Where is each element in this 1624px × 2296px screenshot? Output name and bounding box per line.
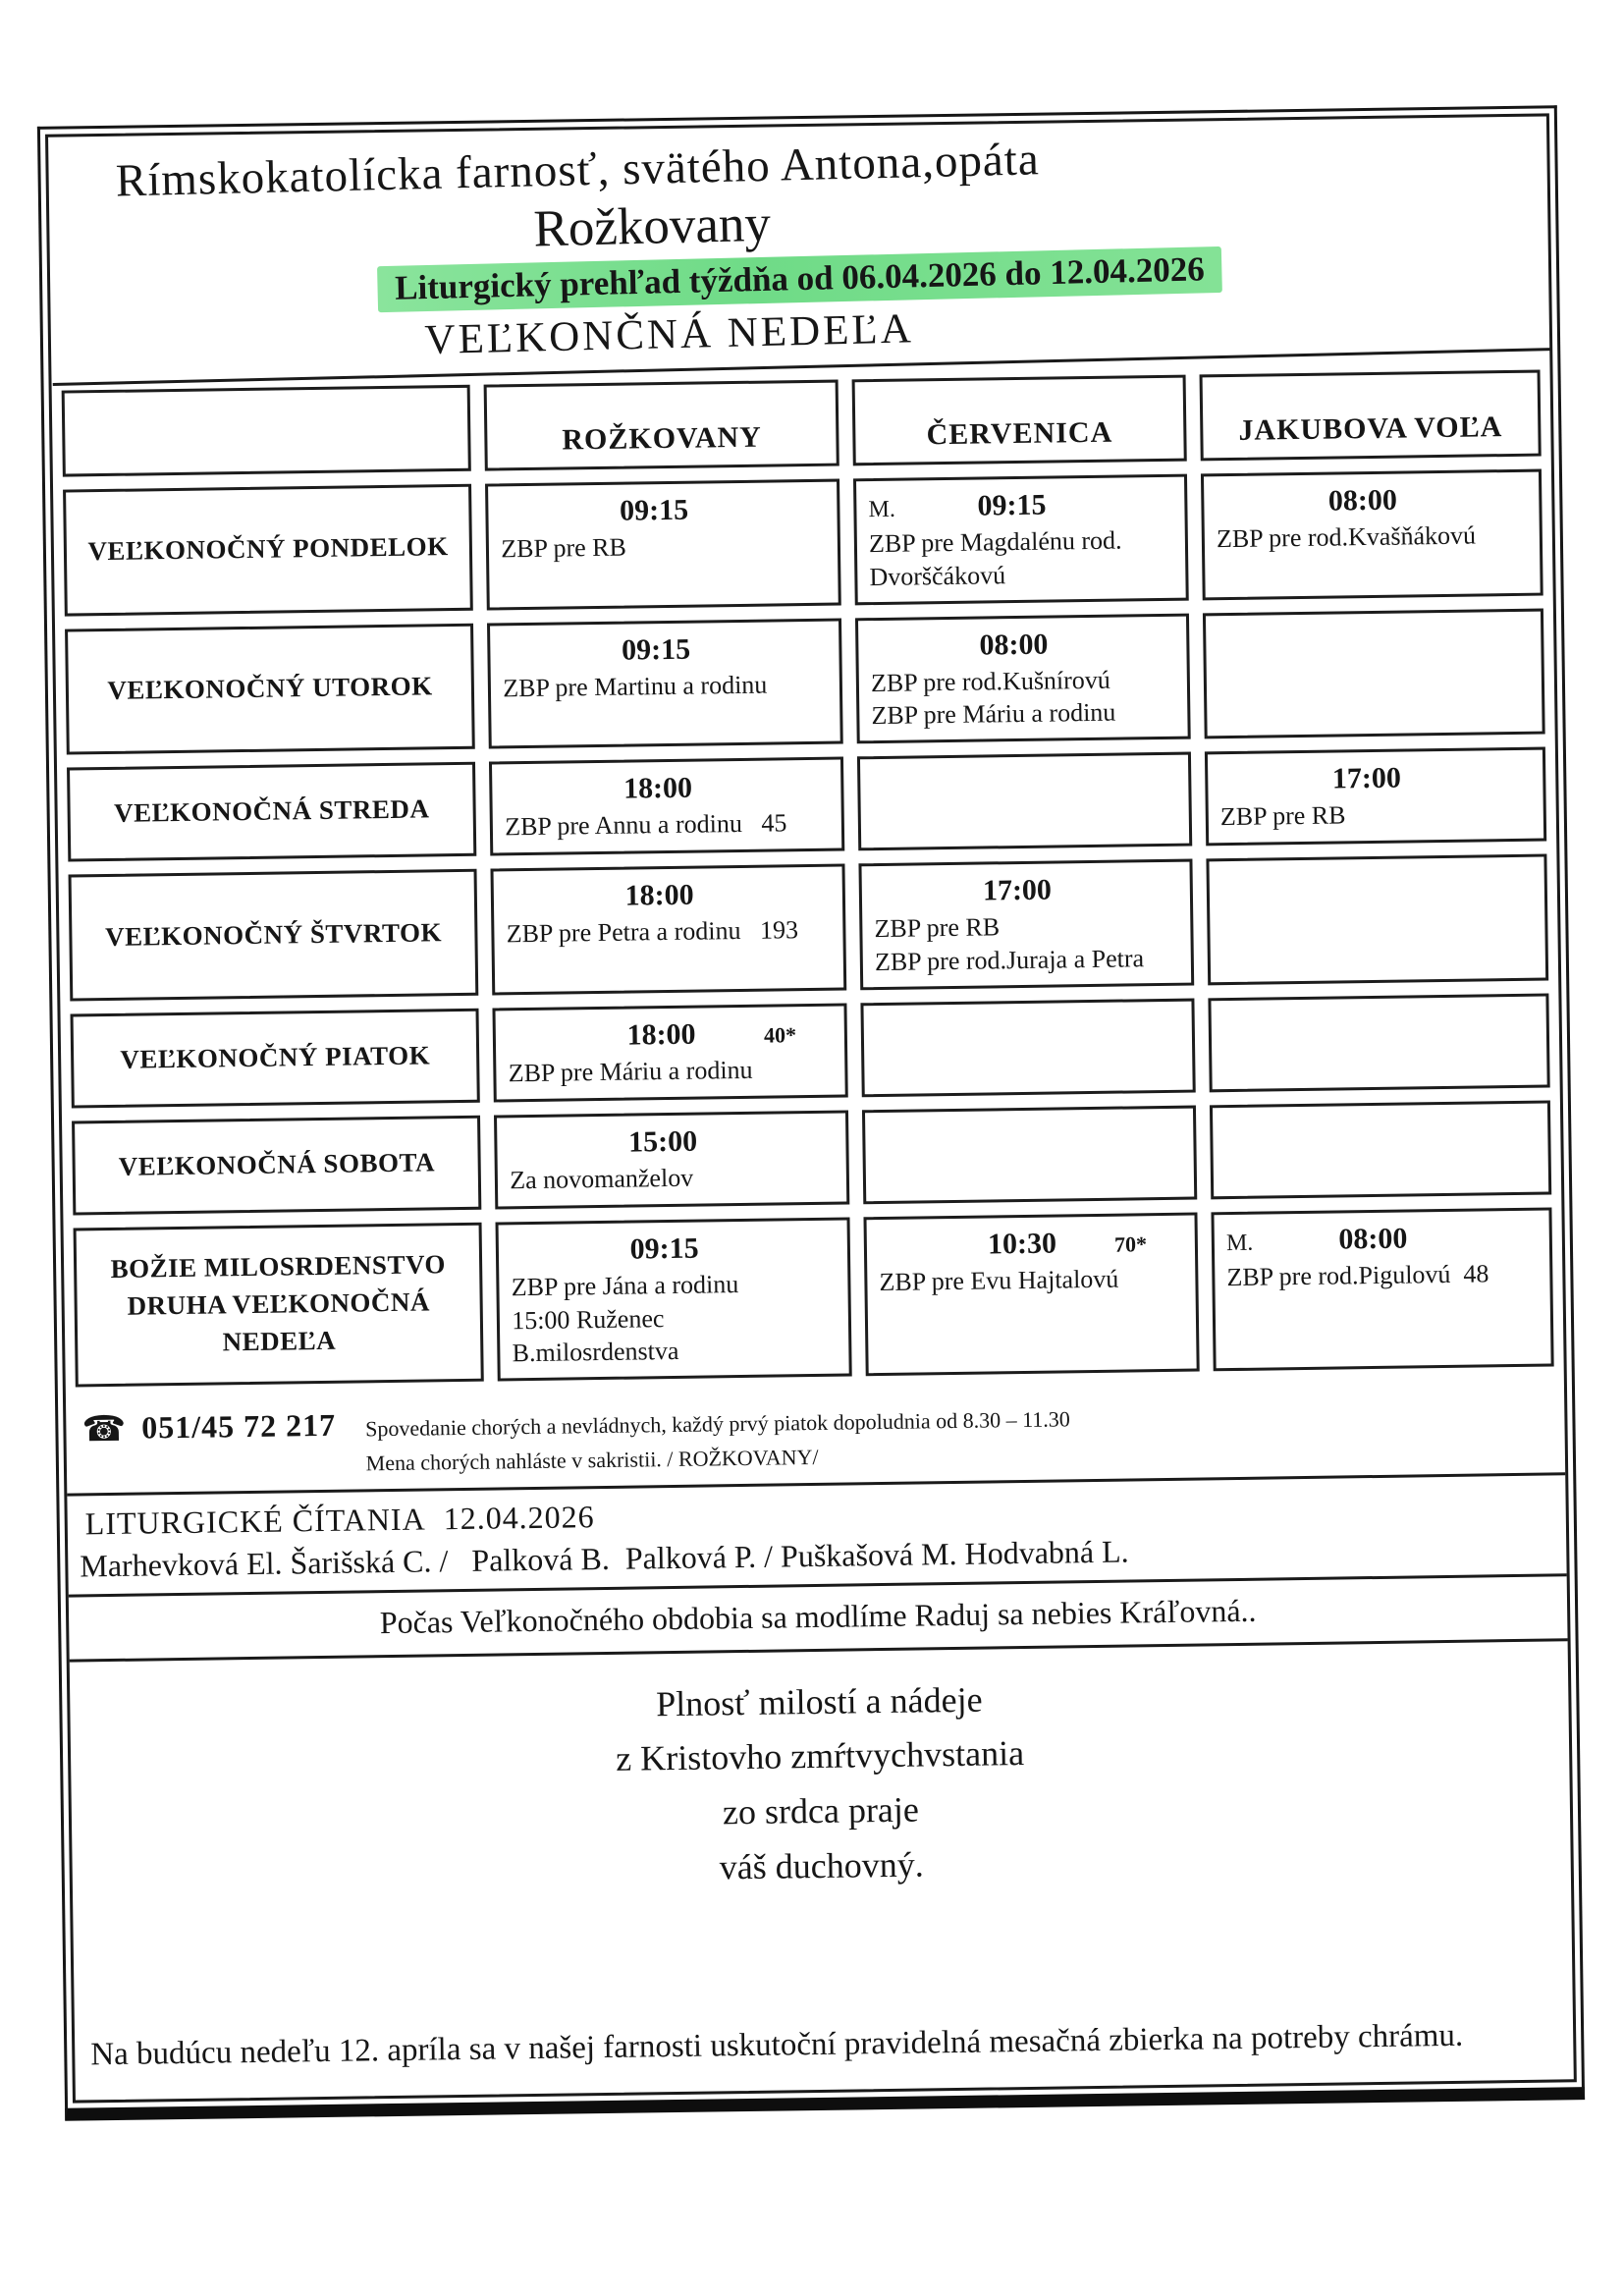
easter-prayer-note: Počas Veľkonočného obdobia sa modlíme Raduj sa nebies Kráľovná.. [69, 1576, 1568, 1662]
mass-cell-jakubova-vola [1201, 469, 1543, 600]
day-label: VEĽKONOČNÝ PONDELOK [87, 531, 449, 567]
day-label: VEĽKONOČNÝ UTOROK [107, 671, 433, 705]
mass-prefix: M. [1225, 1230, 1254, 1256]
mass-intention-line: ZBP pre Jána a rodinu [511, 1269, 739, 1302]
mass-intentions [1217, 519, 1528, 556]
mass-time: 09:15 [621, 632, 691, 667]
mass-note [1466, 1006, 1535, 1007]
mass-intention-line: ZBP pre Máriu a rodinu [871, 698, 1116, 731]
collection-announcement: Na budúcu nedeľu 12. apríla sa v našej farnosti uskutoční pravidelná mesačná zbierka na potreby chrámu. [90, 2017, 1464, 2073]
mass-note: 40* [763, 1021, 797, 1048]
mass-cell-rozkovany [491, 864, 847, 996]
mass-time-row [876, 1011, 1180, 1045]
mass-time-row [509, 1122, 834, 1161]
mass-time [1274, 1007, 1466, 1010]
mass-time-row [1219, 760, 1531, 797]
mass-intentions [512, 1266, 838, 1370]
mass-prefix [879, 1254, 930, 1255]
column-header-jakubova-vola: JAKUBOVA VOĽA [1200, 370, 1542, 462]
day-cell [72, 1115, 482, 1215]
mass-prefix [503, 660, 554, 661]
day-label: VEĽKONOČNÝ ŠTVRTOK [104, 916, 443, 952]
mass-time-row [508, 1015, 833, 1054]
mass-time-row [874, 872, 1178, 909]
mass-time [1272, 868, 1464, 871]
mass-prefix [1220, 790, 1272, 791]
mass-intentions [506, 913, 831, 951]
mass-note [757, 518, 826, 519]
mass-time-row [872, 765, 1176, 798]
mass-time-row [868, 487, 1172, 524]
town-title: Rožkovany [532, 194, 772, 258]
mass-time [1269, 622, 1460, 625]
mass-cell-rozkovany [489, 757, 844, 856]
mass-prefix [505, 799, 556, 800]
week-overview-highlight: Liturgický prehľad týždňa od 06.04.2026 do 12.04.2026 [377, 246, 1223, 312]
mass-cell-cervenica [859, 859, 1195, 990]
mass-time: 09:15 [977, 488, 1047, 522]
wish-line: Plnosť milostí a nádeje [655, 1679, 983, 1723]
mass-time: 10:30 [987, 1227, 1057, 1261]
mass-time [923, 766, 1108, 769]
mass-intention-line: 15:00 Ruženec B.milosrdenstva [512, 1303, 679, 1368]
mass-prefix [501, 521, 552, 522]
day-cell [69, 869, 479, 1001]
day-cell [65, 623, 475, 754]
phone-number: 051/45 72 217 [140, 1406, 337, 1446]
mass-intentions [505, 806, 830, 844]
mass-intention-line: ZBP pre RB [501, 532, 627, 564]
mass-note [1112, 1119, 1181, 1120]
mass-cell-jakubova-vola [1207, 854, 1549, 985]
mass-intention-line: Dvorščákovú [869, 560, 1006, 591]
mass-prefix [508, 1045, 559, 1046]
easter-wish [70, 1641, 1571, 1912]
mass-intention-line: ZBP pre Evu Hajtalovú [879, 1264, 1119, 1296]
wish-line: z Kristovho zmŕtvychvstania [615, 1733, 1025, 1779]
mass-cell-cervenica [855, 613, 1191, 743]
mass-time-row [1218, 621, 1529, 654]
mass-note [1107, 651, 1175, 652]
mass-prefix [876, 1014, 927, 1015]
mass-intention-line: Za novomanželov [510, 1163, 694, 1195]
readings-section [67, 1472, 1567, 1662]
document-inner-frame [45, 113, 1577, 2103]
mass-time [1275, 1114, 1467, 1117]
day-cell [67, 762, 477, 862]
wish-line: váš duchovný. [719, 1844, 924, 1887]
sunday-title: VEĽKONČNÁ NEDEĽA [424, 305, 915, 364]
mass-prefix [871, 655, 922, 656]
mass-cell-cervenica [864, 1212, 1200, 1376]
mass-prefix [1221, 871, 1272, 872]
readings-title: LITURGICKÉ ČÍTANIA 12.04.2026 [84, 1498, 595, 1541]
confession-note-line: Mena chorých nahláste v sakristii. / ROŽKOVANY/ [365, 1445, 819, 1476]
mass-time: 18:00 [623, 771, 693, 805]
mass-note [761, 795, 830, 796]
mass-time: 15:00 [627, 1124, 698, 1159]
mass-cell-rozkovany [485, 479, 841, 611]
mass-time: 09:15 [629, 1231, 699, 1266]
mass-intention-line: ZBP pre Máriu a rodinu [508, 1055, 753, 1088]
mass-time-row [877, 1119, 1181, 1152]
mass-intentions [1226, 1256, 1538, 1293]
mass-cell-rozkovany [494, 1110, 849, 1209]
mass-note [1105, 513, 1173, 514]
mass-note [1464, 867, 1533, 868]
mass-time: 17:00 [1331, 761, 1402, 795]
mass-prefix [511, 1259, 562, 1260]
column-header-rozkovany: ROŽKOVANY [484, 380, 839, 471]
day-label: VEĽKONOČNÁ SOBOTA [118, 1147, 436, 1181]
mass-intention-line: ZBP pre rod.Pigulovú 48 [1226, 1259, 1489, 1291]
mass-note [759, 656, 828, 657]
mass-intentions [503, 667, 828, 704]
mass-note [1108, 765, 1176, 766]
mass-intentions [874, 908, 1179, 979]
day-label: BOŽIE MILOSRDENSTVO DRUHA VEĽKONOČNÁ NEDEĽA [110, 1249, 447, 1357]
lectors-line: Marhevková El. Šarišská C. / Palková B. Palková P. / Puškašová M. Hodvabná L. [68, 1521, 1567, 1597]
mass-time-row [870, 626, 1174, 663]
parish-title: Rímskokatolícka farnosť, svätého Antona,opáta [115, 134, 1041, 207]
mass-cell-cervenica [861, 998, 1196, 1097]
mass-time-row [1224, 1113, 1536, 1146]
day-cell [63, 484, 473, 616]
mass-time: 18:00 [624, 878, 694, 912]
mass-prefix: M. [868, 496, 896, 523]
mass-cell-jakubova-vola [1212, 1207, 1554, 1371]
mass-intentions [508, 1052, 833, 1089]
mass-note: 70* [1113, 1231, 1148, 1257]
confession-note-line: Spovedanie chorých a nevládnych, každý prvý piatok dopoludnia od 8.30 – 11.30 [365, 1406, 1070, 1442]
mass-cell-rozkovany [487, 618, 843, 749]
mass-intentions [871, 662, 1176, 733]
mass-prefix [1224, 1117, 1275, 1118]
mass-note [1111, 1011, 1180, 1012]
mass-note [1110, 898, 1178, 899]
mass-cell-cervenica [862, 1105, 1197, 1204]
mass-intention-line: ZBP pre RB [874, 912, 1001, 944]
day-label: VEĽKONOČNÁ STREDA [113, 793, 430, 829]
mass-time: 08:00 [979, 628, 1049, 662]
mass-intention-line: ZBP pre Magdalénu rod. [868, 525, 1122, 559]
mass-note [762, 902, 831, 903]
mass-time [928, 1119, 1112, 1121]
mass-intentions [1220, 796, 1532, 834]
mass-prefix [1218, 625, 1269, 626]
mass-prefix [506, 906, 557, 907]
scanned-document [37, 105, 1585, 2120]
mass-intention-line: ZBP pre rod.Kušnírovú [870, 665, 1111, 697]
mass-time-row [511, 1230, 836, 1268]
wish-line: zo srdca praje [722, 1789, 920, 1832]
mass-time-row [506, 877, 831, 915]
mass-time-row [1216, 482, 1527, 519]
mass-intentions [501, 528, 826, 566]
mass-cell-jakubova-vola [1205, 747, 1546, 847]
schedule-table [51, 357, 1563, 1400]
mass-note [767, 1255, 836, 1256]
mass-note [1458, 508, 1527, 509]
mass-time [927, 1012, 1111, 1015]
mass-time: 08:00 [1327, 483, 1398, 518]
column-header-cervenica: ČERVENICA [852, 375, 1187, 466]
mass-time: 09:15 [619, 493, 689, 527]
mass-prefix [877, 1121, 928, 1122]
mass-note [1460, 621, 1529, 622]
mass-prefix [1217, 511, 1268, 512]
mass-time-row [1221, 867, 1533, 901]
mass-time-row [502, 630, 827, 669]
confession-notes [352, 1397, 1071, 1482]
mass-cell-jakubova-vola [1203, 608, 1545, 738]
mass-intention-line: ZBP pre Petra a rodinu 193 [506, 915, 799, 949]
mass-note [1462, 786, 1531, 787]
mass-time: 17:00 [982, 873, 1053, 907]
mass-time-row [879, 1226, 1183, 1263]
mass-prefix [1223, 1010, 1274, 1011]
mass-cell-cervenica [853, 474, 1189, 605]
mass-cell-rozkovany [493, 1003, 848, 1102]
mass-intentions [510, 1159, 835, 1196]
day-label: VEĽKONOČNÝ PIATOK [120, 1040, 431, 1074]
day-cell [71, 1008, 481, 1108]
mass-time-row [1223, 1006, 1535, 1039]
mass-time-row [504, 770, 829, 808]
mass-time: 08:00 [1338, 1222, 1408, 1256]
mass-cell-jakubova-vola [1210, 1100, 1551, 1199]
mass-intention-line: ZBP pre Martinu a rodinu [503, 670, 768, 702]
mass-intention-line: ZBP pre RB [1219, 800, 1346, 832]
mass-note [766, 1148, 835, 1149]
mass-note [1469, 1245, 1538, 1246]
corner-cell [62, 385, 471, 477]
day-cell [74, 1222, 485, 1387]
mass-cell-cervenica [857, 752, 1192, 851]
mass-cell-rozkovany [496, 1217, 852, 1381]
mass-cell-jakubova-vola [1208, 993, 1549, 1092]
mass-note [1467, 1113, 1536, 1114]
phone-icon: ☎ [81, 1408, 127, 1449]
mass-time-row [500, 492, 825, 530]
mass-intention-line: ZBP pre rod.Kvašňákovú [1216, 520, 1477, 554]
mass-intentions [879, 1262, 1183, 1299]
mass-intention-line: ZBP pre Annu a rodinu 45 [504, 808, 787, 842]
mass-intention-line: ZBP pre rod.Juraja a Petra [874, 944, 1145, 977]
mass-time-row [1226, 1220, 1538, 1257]
document-outer-frame [37, 105, 1585, 2120]
mass-time: 18:00 [626, 1017, 696, 1052]
mass-prefix [872, 769, 923, 770]
mass-intentions [869, 523, 1174, 594]
mass-prefix [510, 1152, 561, 1153]
document-header [47, 109, 1550, 386]
